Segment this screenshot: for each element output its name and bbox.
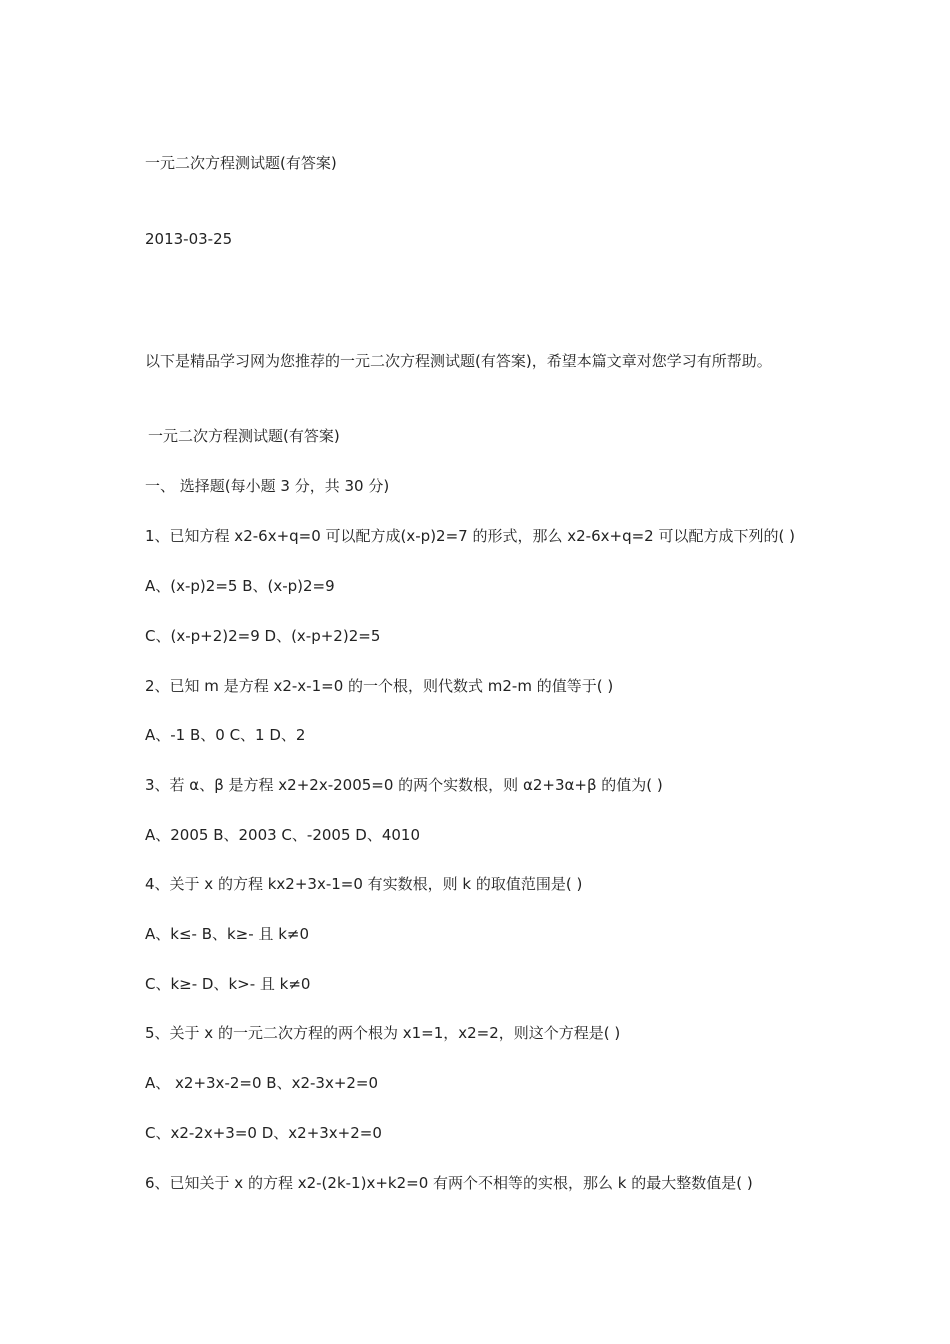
question-line: 4、关于 x 的方程 kx2+3x-1=0 有实数根，则 k 的取值范围是( ) — [145, 875, 583, 893]
document-title: 一元二次方程测试题(有答案) — [145, 154, 337, 172]
question-line: 1、已知方程 x2-6x+q=0 可以配方成(x-p)2=7 的形式，那么 x2-6x+q=2 可以配方成下列的( ) — [145, 527, 795, 545]
intro-paragraph: 以下是精品学习网为您推荐的一元二次方程测试题(有答案)，希望本篇文章对您学习有所帮助。 — [145, 352, 772, 370]
question-line: 5、关于 x 的一元二次方程的两个根为 x1=1，x2=2，则这个方程是( ) — [145, 1024, 621, 1042]
question-line: 2、已知 m 是方程 x2-x-1=0 的一个根，则代数式 m2-m 的值等于( ) — [145, 677, 614, 695]
option-line: A、2005 B、2003 C、-2005 D、4010 — [145, 826, 420, 844]
document-date: 2013-03-25 — [145, 230, 233, 248]
question-line: 3、若 α、β 是方程 x2+2x-2005=0 的两个实数根，则 α2+3α+β 的值为( ) — [145, 776, 663, 794]
option-line: C、k≥- D、k>- 且 k≠0 — [145, 975, 311, 993]
question-line: 6、已知关于 x 的方程 x2-(2k-1)x+k2=0 有两个不相等的实根，那么 k 的最大整数值是( ) — [145, 1174, 753, 1192]
option-line: C、(x-p+2)2=9 D、(x-p+2)2=5 — [145, 627, 381, 645]
option-line: C、x2-2x+3=0 D、x2+3x+2=0 — [145, 1124, 382, 1142]
option-line: A、k≤- B、k≥- 且 k≠0 — [145, 925, 309, 943]
option-line: A、-1 B、0 C、1 D、2 — [145, 726, 306, 744]
option-line: A、(x-p)2=5 B、(x-p)2=9 — [145, 577, 335, 595]
document-subtitle: 一元二次方程测试题(有答案) — [148, 427, 340, 445]
section-heading: 一、 选择题(每小题 3 分，共 30 分) — [145, 477, 390, 495]
option-line: A、 x2+3x-2=0 B、x2-3x+2=0 — [145, 1074, 379, 1092]
